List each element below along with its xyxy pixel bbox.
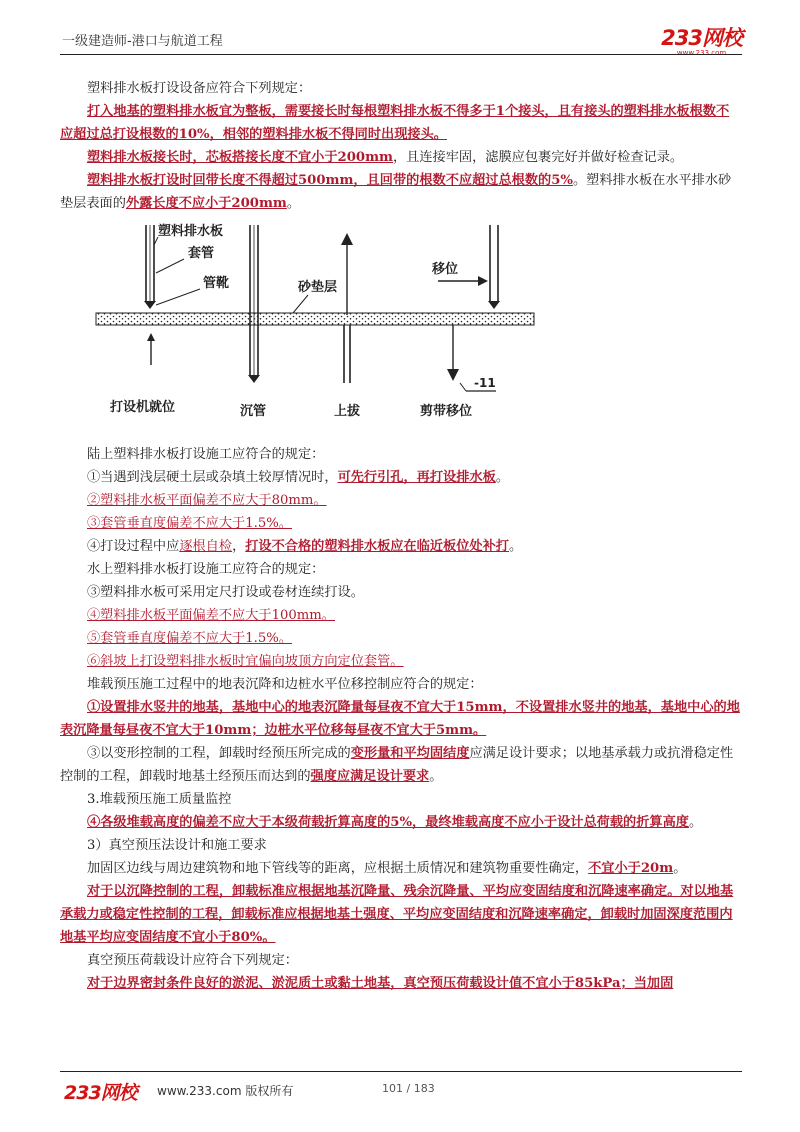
list-item: ③塑料排水板可采用定尺打设或卷材连续打设。 — [87, 585, 364, 600]
text: ③以变形控制的工程，卸载时经预压所完成的 — [87, 746, 351, 761]
header-title: 一级建造师-港口与航道工程 — [62, 34, 223, 49]
text: 。 — [429, 769, 443, 784]
label-sand: 砂垫层 — [298, 280, 338, 295]
section-title: 3）真空预压法设计和施工要求 — [87, 838, 267, 853]
section-intro: 真空预压荷载设计应符合下列规定： — [87, 953, 298, 968]
label-ready: 打设机就位 — [110, 400, 176, 415]
sand-cushion-layer — [96, 313, 534, 325]
highlight: 打设不合格的塑料排水板应在临近板位处补打 — [245, 539, 509, 554]
text: ，且连接牢固，滤膜应包裹完好并做好检查记录。 — [393, 150, 684, 165]
list-item: ①设置排水竖井的地基，基地中心的地表沉降量每昼夜不宜大于15mm，不设置排水竖井的地基，基地中心的地表沉降量每昼夜不宜大于10mm；边桩水平位移每昼夜不宜大于5mm。 — [60, 700, 740, 738]
station-ready — [144, 225, 156, 365]
highlight: 塑料排水板接长时，芯板搭接长度不宜小于200mm — [87, 150, 393, 165]
paragraph — [60, 857, 742, 880]
text: 。 — [286, 196, 301, 211]
footer-logo[interactable]: 233网校 — [64, 1082, 137, 1104]
list-item: ②塑料排水板平面偏差不应大于80mm。 — [87, 493, 327, 508]
label-cut: 剪带移位 — [420, 404, 473, 419]
text: ， — [232, 539, 246, 554]
paragraph — [60, 169, 742, 215]
section-intro: 陆上塑料排水板打设施工应符合的规定： — [87, 447, 325, 462]
list-item — [60, 535, 742, 558]
footer-divider — [60, 1071, 742, 1072]
text: 。塑料排水板在水平排水砂垫层表面的 — [60, 173, 732, 211]
label-casing: 套管 — [188, 246, 215, 261]
logo-mark: 233网校 — [661, 26, 742, 50]
text: 。 — [495, 470, 509, 485]
drainage-board-figure — [60, 215, 742, 443]
text: 。 — [688, 815, 703, 830]
paragraph-highlight: 对于以沉降控制的工程，卸载标准应根据地基沉降量、残余沉降量、平均应变固结度和沉降速率确定。对以地基承载力或稳定性控制的工程，卸载标准应根据地基土强度、平均应变固结度和沉降速率确定，卸载时加固深度范围内地基平均应变固结度不宜小于80%。 — [60, 884, 734, 945]
text: 加固区边线与周边建筑物和地下管线等的距离，应根据土质情况和建筑物重要性确定， — [87, 861, 589, 876]
label-shoe: 管靴 — [203, 276, 230, 291]
label-num: -11 — [474, 376, 496, 390]
brand-logo[interactable] — [661, 22, 742, 57]
label-pull: 上拔 — [334, 404, 361, 419]
station-cut — [438, 225, 500, 391]
footer-copyright: www.233.com 版权所有 — [157, 1084, 294, 1098]
list-item — [60, 742, 742, 788]
highlight: 强度应满足设计要求 — [310, 769, 430, 784]
highlight: 逐根自检 — [179, 539, 233, 554]
station-sink — [248, 225, 260, 383]
highlight: 变形量和平均固结度 — [350, 746, 470, 761]
text: ④打设过程中应 — [87, 539, 180, 554]
page-number: 101 / 183 — [382, 1082, 435, 1095]
highlight: 外露长度不应小于200mm — [125, 196, 287, 211]
highlight: 塑料排水板打设时回带长度不得超过500mm，且回带的根数不应超过总根数的5% — [87, 173, 573, 188]
label-move: 移位 — [432, 262, 459, 277]
page-content — [60, 77, 742, 995]
section-intro: 堆载预压施工过程中的地表沉降和边桩水平位移控制应符合的规定： — [87, 677, 483, 692]
highlight: ④各级堆载高度的偏差不应大于本级荷载折算高度的5%，最终堆载高度不应小于设计总荷载的折算高度 — [87, 815, 689, 830]
text: 应满足设计要求；以地基承载力或抗滑稳定性控制的工程，卸载时地基土经预压而达到的 — [60, 746, 734, 784]
label-board: 塑料排水板 — [158, 224, 224, 239]
list-item — [60, 466, 742, 489]
section-title: 3.堆载预压施工质量监控 — [87, 792, 232, 807]
list-item — [60, 811, 742, 834]
process-diagram — [88, 215, 538, 441]
text: 。 — [673, 861, 687, 876]
paragraph: 塑料排水板打设设备应符合下列规定： — [87, 81, 312, 96]
paragraph-highlight: 对于边界密封条件良好的淤泥、淤泥质土或黏土地基，真空预压荷载设计值不宜小于85kPa；当加固 — [87, 976, 674, 991]
logo-url: www.233.com — [676, 49, 727, 57]
list-item: ⑤套管垂直度偏差不应大于1.5%。 — [87, 631, 292, 646]
paragraph — [60, 146, 742, 169]
highlight: 不宜小于20m — [588, 861, 674, 876]
section-intro: 水上塑料排水板打设施工应符合的规定： — [87, 562, 325, 577]
list-item: ⑥斜坡上打设塑料排水板时宜偏向坡顶方向定位套管。 — [87, 654, 404, 669]
paragraph-highlight: 打入地基的塑料排水板宜为整板，需要接长时每根塑料排水板不得多于1个接头，且有接头的塑料排水板根数不应超过总打设根数的10%，相邻的塑料排水板不得同时出现接头。 — [60, 104, 730, 142]
header-divider — [60, 54, 742, 55]
station-pull — [341, 233, 353, 383]
text: ①当遇到浅层硬土层或杂填土较厚情况时， — [87, 470, 338, 485]
text: 。 — [509, 539, 523, 554]
list-item: ④塑料排水板平面偏差不应大于100mm。 — [87, 608, 335, 623]
highlight: 可先行引孔，再打设排水板 — [337, 470, 496, 485]
list-item: ③套管垂直度偏差不应大于1.5%。 — [87, 516, 292, 531]
label-sink: 沉管 — [240, 404, 267, 419]
